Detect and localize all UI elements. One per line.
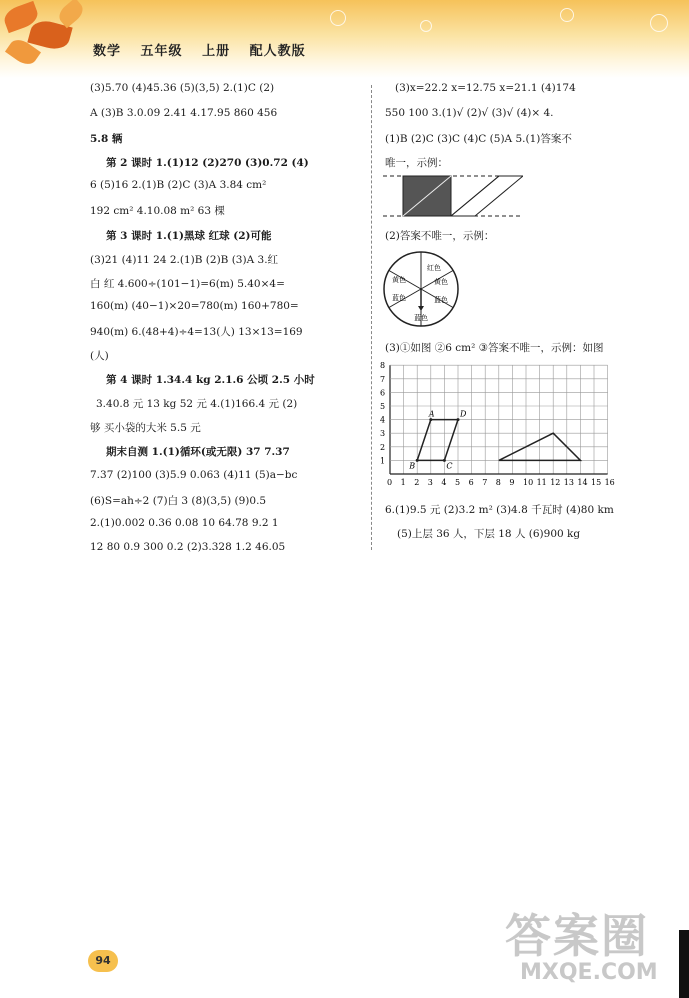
page-number: 94	[88, 950, 118, 972]
x-tick-label: 4	[441, 478, 447, 487]
y-tick-label: 2	[380, 442, 386, 452]
x-tick-label: 12	[550, 478, 561, 487]
lesson-2-line: 第 2 课时 1.(1)12 (2)270 (3)0.72 (4)	[106, 157, 309, 169]
answer-line: 白 红 4.600÷(101−1)=6(m) 5.40×4=	[90, 278, 285, 290]
answer-line: (人)	[90, 350, 109, 362]
y-tick-label: 7	[380, 374, 386, 384]
spinner-label: 蓝色	[434, 296, 448, 304]
answer-line: 550 100 3.(1)√ (2)√ (3)√ (4)× 4.	[385, 107, 554, 119]
bubble-decoration	[420, 20, 432, 32]
answer-line: 6 (5)16 2.(1)B (2)C (3)A 3.84 cm²	[90, 179, 267, 191]
bubble-decoration	[650, 14, 668, 32]
x-tick-label: 5	[455, 478, 461, 487]
spinner-label: 蓝色	[392, 294, 406, 302]
answer-line: 7.37 (2)100 (3)5.9 0.063 (4)11 (5)a−bc	[90, 469, 298, 481]
answer-line: (6)S=ah÷2 (7)白 3 (8)(3,5) (9)0.5	[90, 495, 267, 507]
header-title	[93, 40, 320, 59]
answer-line: 940(m) 6.(48+4)÷4=13(人) 13×13=169	[90, 326, 303, 338]
watermark-url: MXQE.COM	[520, 960, 658, 985]
x-tick-label: 8	[495, 478, 501, 487]
answer-line: 3.40.8 元 13 kg 52 元 4.(1)166.4 元 (2)	[96, 398, 298, 410]
lesson-4-line: 第 4 课时 1.34.4 kg 2.1.6 公顷 2.5 小时	[106, 374, 315, 386]
parallelogram	[451, 176, 523, 216]
answer-line: (3)5.70 (4)45.36 (5)(3,5) 2.(1)C (2)	[90, 82, 275, 94]
y-tick-label: 3	[380, 429, 386, 439]
bubble-decoration	[330, 10, 346, 26]
x-tick-label: 3	[427, 478, 433, 487]
answer-line: 6.(1)9.5 元 (2)3.2 m² (3)4.8 千瓦时 (4)80 km	[385, 504, 614, 516]
x-tick-label: 6	[468, 478, 474, 487]
header-banner	[0, 0, 689, 78]
answer-line: 192 cm² 4.10.08 m² 63 棵	[90, 205, 225, 217]
x-tick-label: 7	[482, 478, 488, 487]
watermark-logo: 答案圈	[505, 909, 649, 963]
coordinate-grid	[378, 362, 628, 492]
point-label: B	[409, 461, 416, 471]
answer-line: 5.8 辆	[90, 133, 123, 145]
page-edge-bar	[679, 930, 689, 998]
y-tick-label: 6	[380, 388, 386, 398]
y-tick-label: 4	[380, 415, 386, 425]
y-tick-label: 8	[380, 362, 386, 371]
x-tick-label: 15	[591, 478, 602, 487]
answer-line: (3)21 (4)11 24 2.(1)B (2)B (3)A 3.红	[90, 254, 279, 266]
bubble-decoration	[560, 8, 574, 22]
header-subject: 数学	[93, 44, 122, 59]
spinner-label: 蓝色	[414, 314, 428, 322]
lesson-3-line: 第 3 课时 1.(1)黑球 红球 (2)可能	[106, 230, 272, 242]
answer-line: 2.(1)0.002 0.36 0.08 10 64.78 9.2 1	[90, 517, 279, 529]
y-tick-label: 1	[380, 456, 386, 466]
x-tick-label: 9	[509, 478, 515, 487]
point-label: D	[460, 409, 467, 419]
header-grade: 五年级	[140, 44, 183, 59]
answer-line: (1)B (2)C (3)C (4)C (5)A 5.(1)答案不	[385, 133, 572, 145]
answer-line: 160(m) (40−1)×20=780(m) 160+780=	[90, 300, 299, 312]
parallelogram-abcd	[417, 420, 458, 461]
x-tick-label: 1	[400, 478, 406, 487]
answer-line: 够 买小袋的大米 5.5 元	[90, 422, 201, 434]
answer-line: (3)x=22.2 x=12.75 x=21.1 (4)174	[395, 82, 576, 94]
point-label: A	[428, 409, 435, 419]
x-tick-label: 14	[577, 478, 588, 487]
x-tick-label: 11	[536, 478, 547, 487]
answer-line: (2)答案不唯一，示例：	[385, 230, 495, 242]
parallelogram-figure	[383, 170, 523, 222]
answer-line: (3)①如图 ②6 cm² ③答案不唯一，示例：如图	[385, 342, 604, 354]
header-edition: 配人教版	[249, 44, 306, 59]
answer-line: 12 80 0.9 300 0.2 (2)3.328 1.2 46.05	[90, 541, 286, 553]
x-tick-label: 13	[563, 478, 574, 487]
x-tick-label: 10	[523, 478, 534, 487]
x-tick-label: 0	[387, 478, 393, 487]
spinner-wheel	[382, 250, 460, 328]
point-label: C	[446, 461, 453, 471]
spinner-label: 黄色	[434, 278, 448, 286]
spinner-label: 红色	[427, 264, 441, 272]
spinner-label: 黄色	[392, 276, 406, 284]
x-tick-label: 16	[604, 478, 615, 487]
answer-line: (5)上层 36 人，下层 18 人 (6)900 kg	[397, 528, 581, 540]
grid-point	[416, 459, 419, 462]
header-volume: 上册	[202, 44, 231, 59]
answer-line: A (3)B 3.0.09 2.41 4.17.95 860 456	[90, 107, 278, 119]
answer-line: 唯一，示例：	[385, 157, 448, 169]
final-test-line: 期末自测 1.(1)循环(或无限) 37 7.37	[106, 446, 290, 458]
column-divider	[371, 85, 372, 550]
x-tick-label: 2	[414, 478, 420, 487]
y-tick-label: 5	[380, 402, 386, 411]
